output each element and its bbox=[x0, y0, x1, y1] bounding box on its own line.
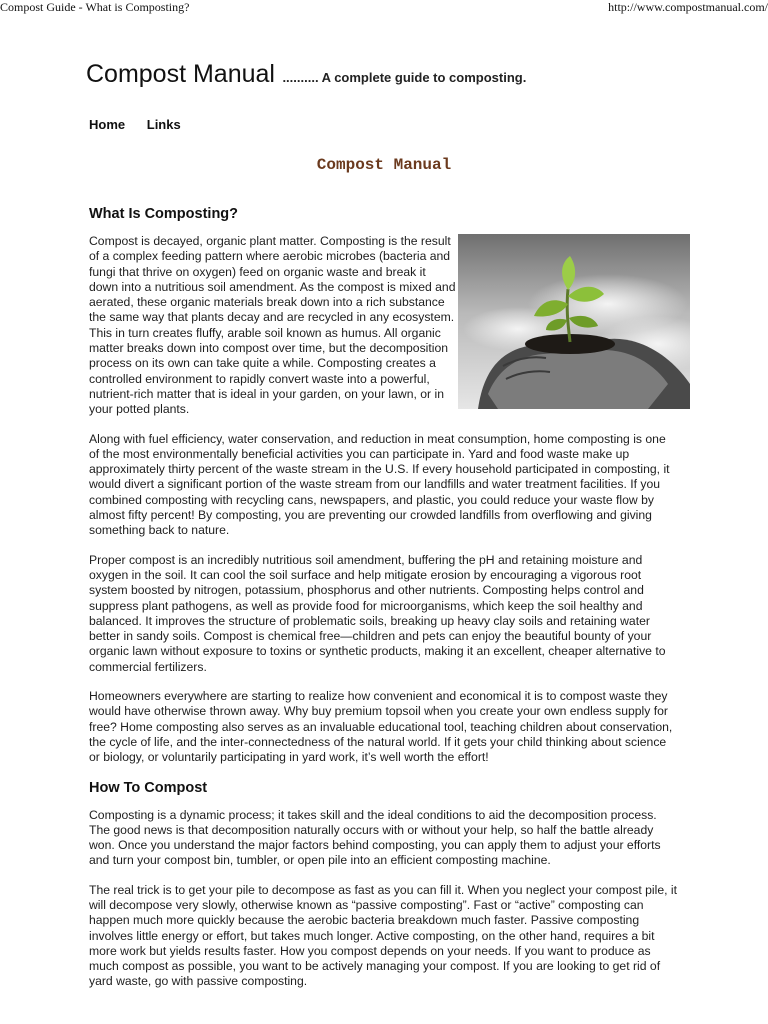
print-header-page-title: Compost Guide - What is Composting? bbox=[0, 0, 190, 14]
paragraph: Proper compost is an incredibly nutritious soil amendment, buffering the pH and retaining moisture and oxygen in the soil. It can cool the soil surface and help mitigate erosion by encouraging a vigorous root system boosted by nitrogen, potassium, phosphorus and other nutrients. Composting helps control and suppress plant pathogens, as well as provide food for microorganisms, which keep the soil healthy and balanced. It improves the structure of problematic soils, breaking up heavy clay soils and retaining water better in sandy soils. Compost is chemical free—children and pets can enjoy the beautiful bounty of your organic lawn without exposure to toxins or synthetic products, making it an excellent, cheaper alternative to commercial fertilizers. bbox=[89, 552, 666, 674]
site-title[interactable]: Compost Manual bbox=[86, 60, 275, 88]
paragraph: Along with fuel efficiency, water conservation, and reduction in meat consumption, home composting is one of the most environmentally beneficial activities you can participate in. Yard and food waste make up approximately thirty percent of the waste stream in the U.S. If every household participated in composting, it would divert a significant portion of the waste stream from our landfills and water treatment facilities. If you combined composting with recycling cans, newspapers, and plastic, you could reduce your waste flow by almost fifty percent! By composting, you are preventing our crowded landfills from overflowing and giving something back to nature. bbox=[89, 431, 670, 538]
hands-holding-seedling-image bbox=[458, 234, 690, 409]
paragraph: The real trick is to get your pile to decompose as fast as you can fill it. When you neglect your compost pile, it will decompose very slowly, otherwise known as “passive composting”. Fast or “active” composting can happen much more quickly because the aerobic bacteria breakdown much faster. Passive composting involves little energy or effort, but takes much longer. Active composting, on the other hand, requires a bit more work but yields results faster. How you compost depends on your needs. If you want to produce as much compost as possible, you want to be actively managing your compost. If you are looking to get rid of yard waste, go with passive composting. bbox=[89, 882, 677, 989]
paragraph: Compost is decayed, organic plant matter. Composting is the result of a complex feeding pattern where aerobic microbes (bacteria and fungi that thrive on oxygen) feed on organic waste and break it down into a nutritious soil amendment. As the compost is mixed and aerated, these organic materials break down into a rich substance the same way that plants decay and are recycled in any ecosystem. This in turn creates fluffy, arable soil known as humus. All organic matter breaks down into compost over time, but the decomposition process on its own can take quite a while. Composting creates a controlled environment to rapidly convert waste into a powerful, nutrient-rich matter that is ideal in your garden, on your lawn, or in your potted plants. bbox=[89, 234, 456, 417]
main-nav bbox=[89, 117, 199, 132]
print-header bbox=[0, 0, 768, 14]
nav-link-links[interactable]: Links bbox=[146, 117, 181, 132]
paragraph: Homeowners everywhere are starting to realize how convenient and economical it is to compost waste they would have otherwise thrown away. Why buy premium topsoil when you create your own endless supply for free? Home composting also serves as an invaluable educational tool, teaching children about conservation, the cycle of life, and the inter-connectedness of the natural world. If it gets your child thinking about science or biology, or voluntarily participating in yard work, it’s well worth the effort! bbox=[89, 689, 673, 765]
paragraph: Composting is a dynamic process; it takes skill and the ideal conditions to aid the decomposition process. The good news is that decomposition naturally occurs with or without your help, so half the battle already won. Once you understand the major factors behind composting, you can apply them to adjust your efforts and turn your compost bin, tumbler, or open pile into an efficient composting machine. bbox=[89, 807, 661, 868]
site-tagline: .......... A complete guide to composting. bbox=[282, 70, 527, 85]
section-heading-what-is-composting: What Is Composting? bbox=[89, 206, 239, 222]
print-header-url: http://www.compostmanual.com/ bbox=[608, 0, 768, 14]
article-content bbox=[89, 206, 679, 1004]
page-title: Compost Manual bbox=[316, 156, 452, 174]
nav-link-home[interactable]: Home bbox=[89, 117, 126, 132]
site-header bbox=[86, 60, 686, 89]
section-heading-how-to-compost: How To Compost bbox=[89, 779, 208, 796]
